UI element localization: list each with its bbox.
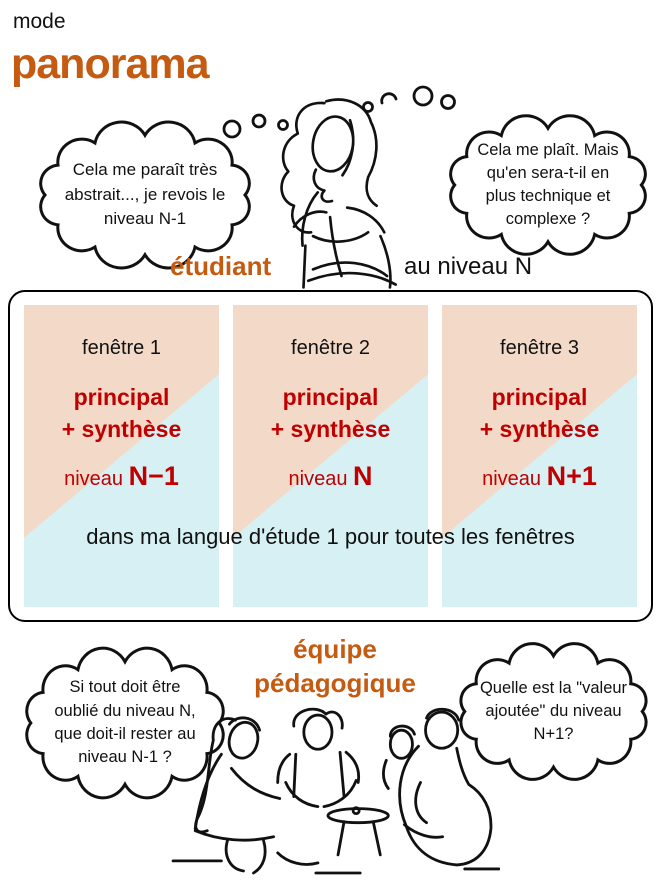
- cloud-line: ajoutée" du niveau: [485, 701, 622, 720]
- cloud-line: complexe ?: [505, 210, 591, 229]
- student-label: étudiant: [170, 251, 272, 281]
- window-card-3: [442, 305, 637, 607]
- page-title: panorama: [11, 40, 209, 88]
- window-synthese-label: + synthèse: [61, 416, 182, 443]
- cloud-line: abstrait..., je revois le: [64, 184, 226, 204]
- cloud-text: [12, 642, 238, 804]
- cloud-line: Cela me plaît. Mais: [477, 140, 619, 159]
- window-level: [233, 461, 428, 492]
- window-level: [442, 461, 637, 492]
- student-level-label: au niveau N: [404, 253, 533, 280]
- window-card-2: [233, 305, 428, 607]
- window-title: fenêtre 3: [500, 337, 579, 359]
- panel-footer-text: dans ma langue d'étude 1 pour toutes les fenêtres: [86, 524, 575, 549]
- window-content-label: [233, 381, 428, 445]
- window-content-label: [24, 381, 219, 445]
- level-prefix: niveau: [64, 468, 129, 491]
- window-title: fenêtre 2: [291, 337, 370, 359]
- level-value: N+1: [546, 461, 597, 492]
- level-prefix: niveau: [288, 468, 353, 491]
- window-content-label: [442, 381, 637, 445]
- cloud-line: qu'en sera-t-il en: [486, 163, 610, 182]
- team-label-line1: équipe: [293, 634, 377, 664]
- level-value: N: [353, 461, 373, 492]
- window-main-label: principal: [73, 384, 170, 410]
- cloud-line: oublié du niveau N,: [54, 701, 196, 720]
- cloud-line: Si tout doit être: [69, 678, 181, 697]
- level-prefix: niveau: [482, 468, 547, 491]
- window-synthese-label: + synthèse: [270, 416, 391, 443]
- cloud-text: [25, 116, 265, 274]
- window-title: fenêtre 1: [82, 337, 161, 359]
- window-card-1: [24, 305, 219, 607]
- level-value: N−1: [128, 461, 179, 492]
- thought-cloud-student-right: [436, 110, 660, 260]
- student-illustration: [256, 90, 408, 292]
- window-main-label: principal: [282, 384, 379, 410]
- window-synthese-label: + synthèse: [479, 416, 600, 443]
- window-main-label: principal: [491, 384, 588, 410]
- cloud-text: [436, 110, 660, 260]
- cloud-line: niveau N-1: [103, 209, 187, 229]
- team-label-line2: pédagogique: [254, 667, 416, 698]
- team-label: [235, 633, 435, 701]
- mode-label: mode: [13, 10, 66, 33]
- cloud-line: N+1?: [533, 725, 574, 744]
- cloud-line: que doit-il rester au: [54, 725, 196, 743]
- cloud-line: plus technique et: [485, 187, 611, 205]
- cloud-line: niveau N-1 ?: [78, 748, 172, 767]
- cloud-line: Quelle est la "valeur: [479, 678, 628, 697]
- thought-cloud-team-right: [447, 638, 660, 785]
- panorama-panel: [8, 290, 653, 622]
- cloud-text: [447, 638, 660, 785]
- window-level: [24, 461, 219, 492]
- cloud-line: Cela me paraît très: [72, 160, 218, 180]
- thought-cloud-student-left: [25, 116, 265, 274]
- thought-cloud-team-left: [12, 642, 238, 804]
